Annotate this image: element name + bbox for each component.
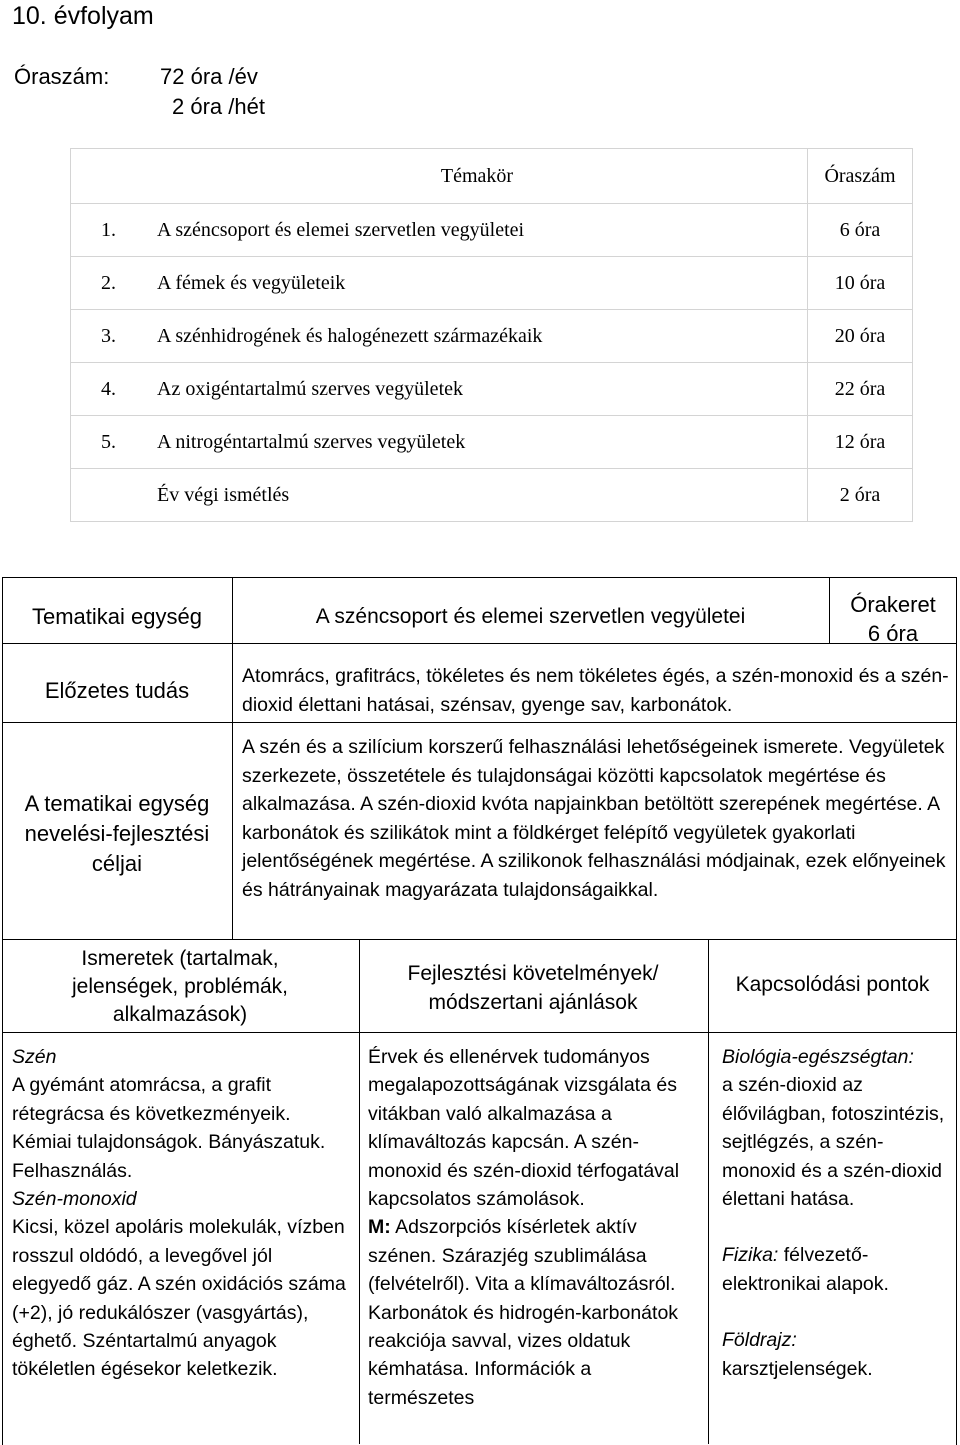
hours-label: Óraszám: [14,64,110,89]
knowledge-heading-co: Szén-monoxid [12,1188,137,1211]
table-row: 3. A szénhidrogének és halogénezett származékaik 20 óra [71,310,913,363]
table-row: 4. Az oxigéntartalmú szerves vegyületek 22 óra [71,363,913,416]
table-row: 5. A nitrogéntartalmú szerves vegyületek 12 óra [71,416,913,469]
link-geo-label: Földrajz: [722,1329,797,1352]
page-title: 10. évfolyam [12,2,154,30]
hours-per-week: 2 óra /hét [172,94,265,119]
goals-text: A szén és a szilícium korszerű felhasználási lehetőségeinek ismerete. Vegyületek szerkezete, összetétele és tulajdonságai közötti kapcsolatok megértése és alkalmazása. A szén-dioxid kvóta napjainkban betöltött szerepének megértése. A karbonátok és szilikátok mint a földkérget felépítő vegyületek gyakorlati jelentőségének megértése. A szilikonok felhasználási módjainak, ezek előnyeinek és hátrányainak magyarázata tulajdonságaikkal. [242,736,946,901]
hours-header: Óraszám [808,149,913,204]
link-phys-text: félvezető-elektronikai alapok. [722,1244,889,1295]
topic-header: Témakör [147,149,808,204]
link-phys-label: Fizika: [722,1244,779,1267]
col-header-dev: Fejlesztési követelmények/ módszertani ajánlások [407,962,659,1014]
table-row: 1. A széncsoport és elemei szervetlen vegyületei 6 óra [71,204,913,257]
dev-column [368,1043,702,1412]
frame-label: Órakeret [850,592,936,617]
link-geo-text: karsztjelenségek. [722,1357,873,1380]
link-bio-text: a szén-dioxid az élővilágban, fotoszintézis, sejtlégzés, a szén-monoxid és a szén-dioxid élettani hatása. [722,1074,945,1211]
col-header-knowledge: Ismeretek (tartalmak, jelenségek, problémák, alkalmazások) [72,947,288,1026]
unit-title: A széncsoport és elemei szervetlen vegyületei [315,605,746,628]
prior-knowledge-text: Atomrács, grafitrács, tökéletes és nem tökéletes égés, a szén-monoxid és a szén-dioxid élettani hatásai, szénsav, gyenge sav, karbonátok. [242,665,949,716]
table-row: Év végi ismétlés 2 óra [71,469,913,522]
knowledge-text-co: Kicsi, közel apoláris molekulák, vízben rosszul oldódó, a levegővel jól elegyedő gáz. A szén oxidációs száma (+2), jó redukálószer (vasgyártás), éghető. Széntartalmú anyagok tökéletlen égésekor keletkezik. [12,1216,346,1381]
dev-text-1: Érvek és ellenérvek tudományos megalapozottságának vizsgálata és vitákban való alkalmazása a klímaváltozás kapcsán. A szén-monoxid és szén-dioxid térfogatával kapcsolatos számolások. [368,1046,680,1211]
links-column [722,1043,952,1383]
col-header-links: Kapcsolódási pontok [735,973,930,996]
dev-text-2: Adszorpciós kísérletek aktív szénen. Szárazjég szublimálása (felvételről). Vita a klímaváltozásról. Karbonátok és hidrogén-karbonátok reakciója savval, vizes oldatuk kémhatása. Információk a természetes [368,1216,679,1409]
link-bio-label: Biológia-egészségtan: [722,1046,914,1068]
prior-knowledge-label: Előzetes tudás [44,678,190,703]
topics-table [70,148,913,522]
frame-value: 6 óra [867,621,919,646]
dev-m-label: M: [368,1216,391,1239]
goals-label: A tematikai egység nevelési-fejlesztési céljai [24,791,210,876]
knowledge-heading-carbon: Szén [12,1046,57,1068]
knowledge-column [12,1043,350,1384]
hours-per-year: 72 óra /év [160,64,258,89]
topics-table-header [71,149,913,204]
table-row: 2. A fémek és vegyületeik 10 óra [71,257,913,310]
knowledge-text-carbon: A gyémánt atomrácsa, a grafit rétegrácsa és következményeik. Kémiai tulajdonságok. Bányászatuk. Felhasználás. [12,1074,326,1182]
unit-label: Tematikai egység [32,604,202,629]
